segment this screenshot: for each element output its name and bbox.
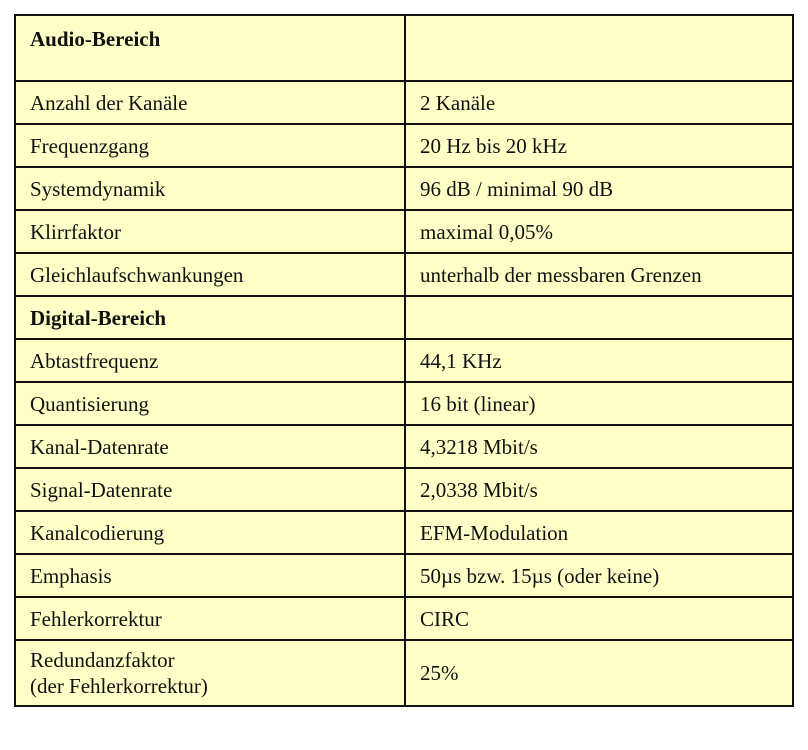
row-label-cell — [15, 640, 405, 706]
section-title: Digital-Bereich — [15, 296, 405, 339]
table-row — [15, 554, 793, 597]
section-header-row — [15, 296, 793, 339]
row-value: 20 Hz bis 20 kHz — [405, 124, 793, 167]
table-row — [15, 425, 793, 468]
row-label: Frequenzgang — [15, 124, 405, 167]
row-value: 96 dB / minimal 90 dB — [405, 167, 793, 210]
row-label: Abtastfrequenz — [15, 339, 405, 382]
row-label: Klirrfaktor — [15, 210, 405, 253]
row-label: Redundanzfaktor — [30, 648, 175, 672]
table-row — [15, 597, 793, 640]
row-value: 2 Kanäle — [405, 81, 793, 124]
table-row — [15, 468, 793, 511]
row-value: 2,0338 Mbit/s — [405, 468, 793, 511]
row-value: 44,1 KHz — [405, 339, 793, 382]
row-label: Kanal-Datenrate — [15, 425, 405, 468]
row-value: 25% — [405, 640, 793, 706]
row-label: Quantisierung — [15, 382, 405, 425]
table-row — [15, 339, 793, 382]
section-title: Audio-Bereich — [15, 15, 405, 81]
row-label: Gleichlaufschwankungen — [15, 253, 405, 296]
table-row — [15, 124, 793, 167]
table-row — [15, 81, 793, 124]
table-row — [15, 511, 793, 554]
row-label: Systemdynamik — [15, 167, 405, 210]
table-row — [15, 167, 793, 210]
row-value: unterhalb der messbaren Grenzen — [405, 253, 793, 296]
section-header-row — [15, 15, 793, 81]
spec-table — [14, 14, 794, 707]
row-label-sub: (der Fehlerkorrektur) — [30, 674, 208, 698]
table-row — [15, 210, 793, 253]
row-label: Signal-Datenrate — [15, 468, 405, 511]
table-row — [15, 382, 793, 425]
row-label: Kanalcodierung — [15, 511, 405, 554]
section-empty-cell — [405, 296, 793, 339]
row-value: 16 bit (linear) — [405, 382, 793, 425]
row-value: 50µs bzw. 15µs (oder keine) — [405, 554, 793, 597]
row-label: Anzahl der Kanäle — [15, 81, 405, 124]
table-row — [15, 640, 793, 706]
row-value: CIRC — [405, 597, 793, 640]
section-empty-cell — [405, 15, 793, 81]
row-value: 4,3218 Mbit/s — [405, 425, 793, 468]
row-value: maximal 0,05% — [405, 210, 793, 253]
table-row — [15, 253, 793, 296]
row-label: Fehlerkorrektur — [15, 597, 405, 640]
row-value: EFM-Modulation — [405, 511, 793, 554]
row-label: Emphasis — [15, 554, 405, 597]
